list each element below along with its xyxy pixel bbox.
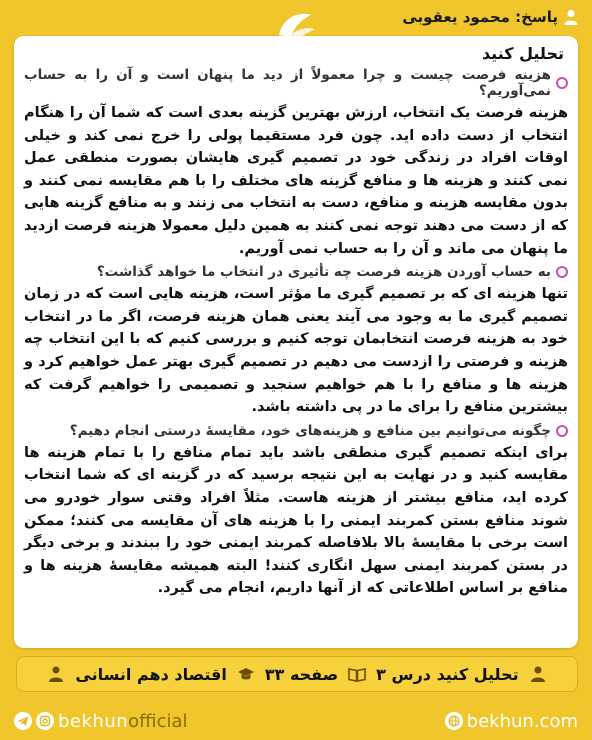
user-icon bbox=[564, 9, 578, 25]
bottom-bar bbox=[0, 702, 592, 740]
question-text: چگونه می‌توانیم بین منافع و هزینه‌های خود، مقایسهٔ درستی انجام دهیم؟ bbox=[69, 422, 551, 439]
website-text: bekhun.com bbox=[466, 710, 578, 732]
website-link[interactable] bbox=[445, 711, 578, 732]
globe-icon bbox=[445, 712, 463, 730]
answer-3: برای اینکه تصمیم گیری منطقی باشد باید تمام منافع را با تمام هزینه ها مقایسه کنید و در نهایت به این نتیجه برسید که در گزینه ای که شما انتخاب کرده اید، منافع بیشتر از هزینه هاست. مثلاً افراد وقتی سوار خودرو می شوند منافع بستن کمربند ایمنی را با هزینه های آن مقایسه می کنند؛ ممکن است برخی با مقایسهٔ بالا بلافاصله کمربند ایمنی خود را ببندند و برخی دیگر در بستن کمربند ایمنی سهل انگاری کنند! البته همیشه مقایسهٔ هزینه ها و منافع بر اساس اطلاعاتی که از آنها داریم، انجام می گیرد. bbox=[24, 444, 568, 597]
book-label: اقتصاد دهم انسانی bbox=[75, 664, 227, 684]
handle-text: bekhunofficial bbox=[58, 710, 188, 732]
student-icon bbox=[529, 665, 547, 683]
section-heading: تحلیل کنید bbox=[481, 44, 564, 63]
question-text: به حساب آوردن هزینه فرصت چه تأثیری در انتخاب ما خواهد گذاشت؟ bbox=[96, 264, 551, 281]
bullet-icon bbox=[556, 425, 568, 437]
question-text: هزینه فرصت چیست و چرا معمولاً از دید ما پنهان است و آن را به حساب نمی‌آوریم؟ bbox=[24, 67, 551, 99]
top-bar bbox=[0, 0, 592, 38]
answer-2: تنها هزینه ای که بر تصمیم گیری ما مؤثر است، هزینه هایی است که در زمان تصمیم گیری ما به وجود می آیند یعنی همان هزینه فرصت، اگر ما در انتخاب خود به هزینه فرصت انتخابمان توجه کنیم و بررسی کنیم که با این انتخاب چه هزینه و فرصتی را ازدست می دهیم در تصمیم گیری بهتر عمل خواهیم کرد و هزینه ها و منافع را با هم خواهیم سنجید و تصمیمی را خواهیم گرفت که بیشترین منافع را برای ما در پی داشته باشد. bbox=[24, 286, 568, 416]
bullet-icon bbox=[556, 266, 568, 278]
telegram-icon[interactable] bbox=[14, 712, 32, 730]
answerer-label bbox=[402, 8, 578, 26]
student-icon bbox=[47, 665, 65, 683]
answer-1: هزینه فرصت یک انتخاب، ارزش بهترین گزینه بعدی است که شما آن را هنگام انتخاب از دست داده اید. چون فرد مستقیما پولی را خرج نمی کند و خیلی اوقات افراد در زندگی خود در تصمیم گیری هایشان بصورت منطقی عمل نمی کنند و هزینه ها و منافع گزینه های مختلف را با هم مقایسه نمی کنند و بدون مقایسه هزینه و منافع، دست به انتخاب می زنند و به منافع گزینه هایی که از دست می دهند توجه نمی کنند به همین دلیل معمولا هزینه فرصت ازدید ما پنهان می ماند و آن را به حساب نمی آوریم. bbox=[24, 105, 568, 257]
answerer-name: پاسخ: محمود یعقوبی bbox=[402, 8, 558, 26]
graduation-cap-icon bbox=[237, 665, 255, 683]
book-icon bbox=[348, 665, 366, 683]
lesson-banner bbox=[16, 656, 578, 692]
instagram-icon[interactable] bbox=[36, 712, 54, 730]
social-handle[interactable] bbox=[14, 711, 188, 732]
content-area bbox=[24, 44, 568, 602]
question-1 bbox=[24, 67, 568, 99]
question-2 bbox=[24, 264, 568, 280]
page-label: صفحه ۳۳ bbox=[264, 664, 339, 684]
bullet-icon bbox=[556, 77, 568, 89]
lesson-label: تحلیل کنید درس ۳ bbox=[376, 664, 519, 684]
question-3 bbox=[24, 423, 568, 439]
